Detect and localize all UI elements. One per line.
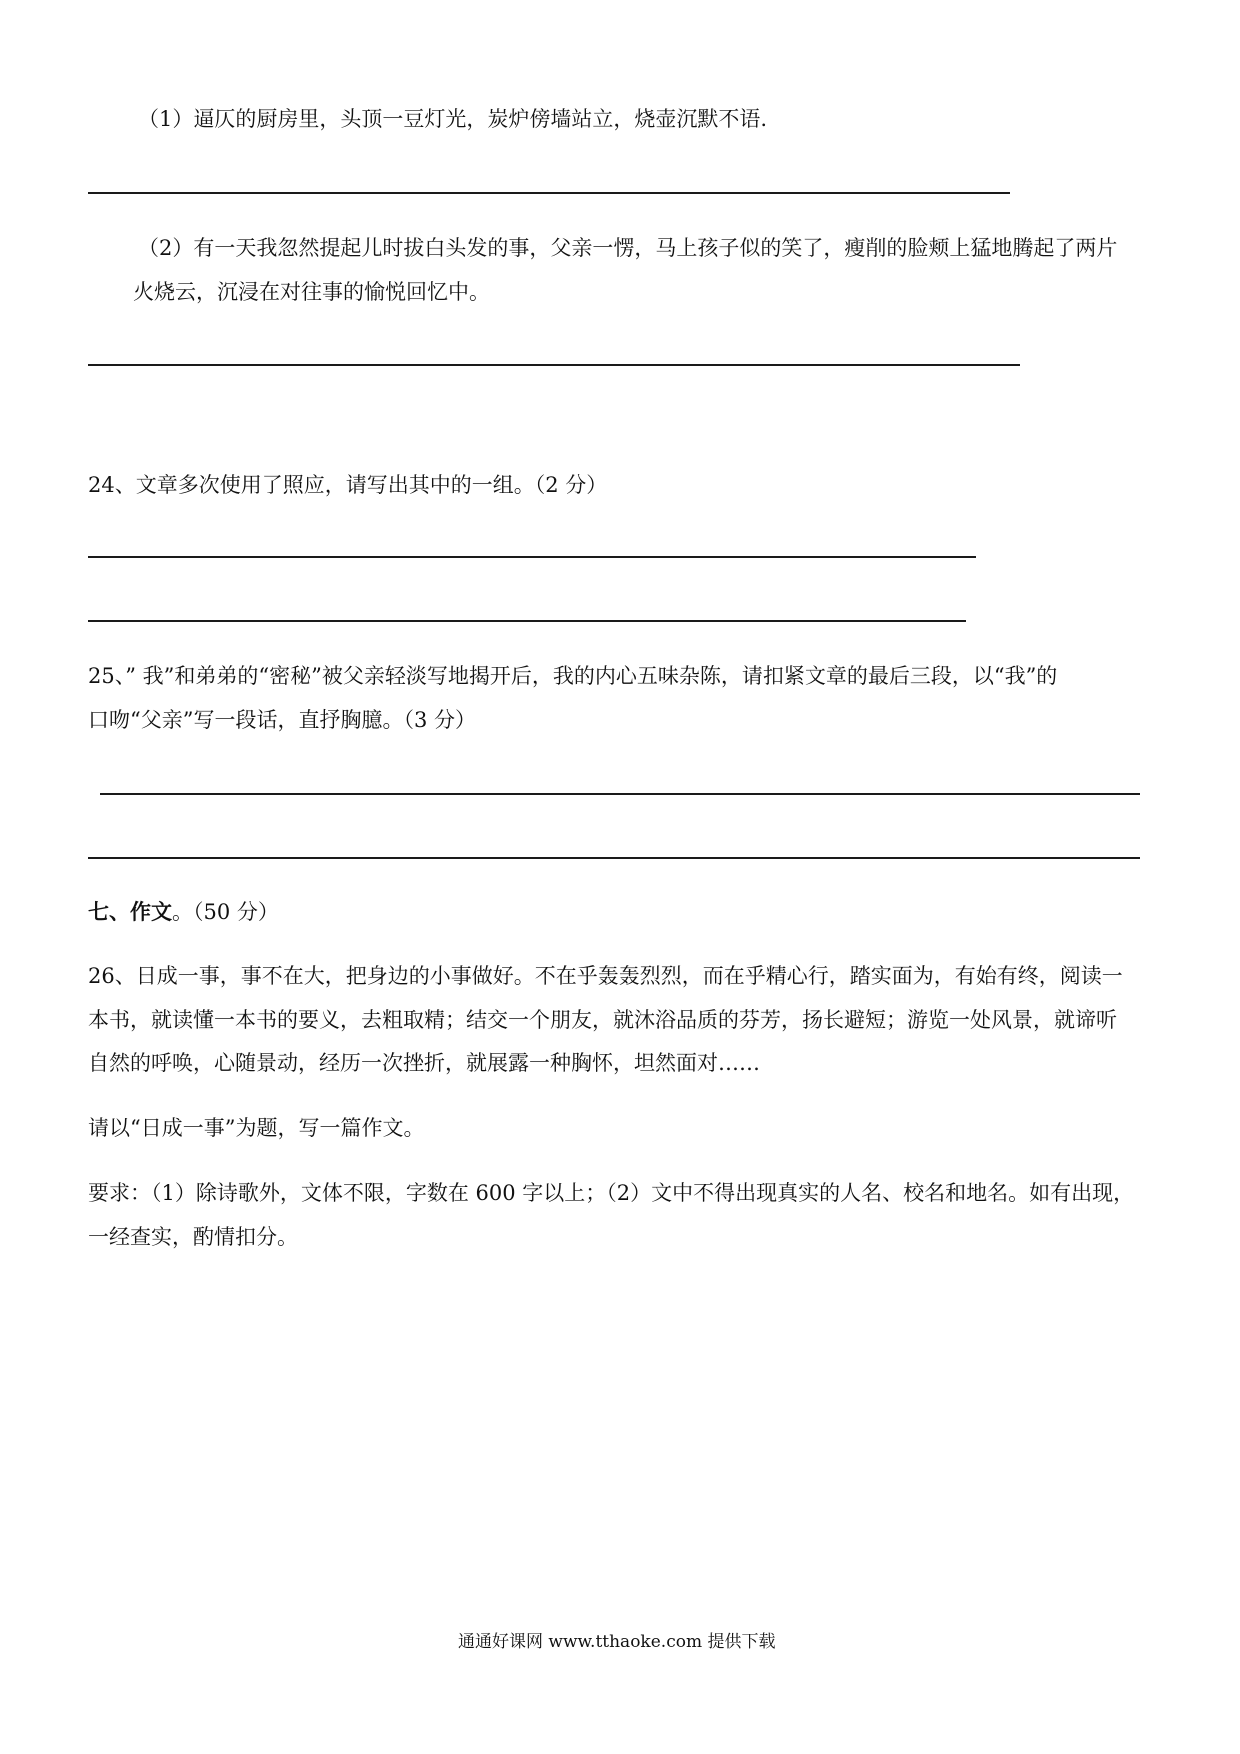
answer-line[interactable] [88,364,1020,366]
section-7-heading [88,899,279,925]
answer-line[interactable] [88,857,1140,859]
answer-line[interactable] [88,556,976,558]
q23-item-2-line-1: （2）有一天我忽然提起儿时拔白头发的事，父亲一愣，马上孩子似的笑了，瘦削的脸颊上猛地腾起了两片 [138,236,1118,260]
answer-line[interactable] [100,793,1140,795]
q25-line-1: 25、” 我”和弟弟的“密秘”被父亲轻淡写地揭开后，我的内心五味杂陈，请扣紧文章的最后三段，以“我”的 [88,664,1058,688]
q23-item-1: （1）逼仄的厨房里，头顶一豆灯光，炭炉傍墙站立，烧壶沉默不语. [138,107,768,131]
answer-line[interactable] [88,192,1010,194]
q26-line-2: 本书，就读懂一本书的要义，去粗取精；结交一个朋友，就沐浴品质的芬芳，扬长避短；游览一处风景，就谛听 [88,1008,1117,1032]
q26-line-3: 自然的呼唤，心随景动，经历一次挫折，就展露一种胸怀，坦然面对…… [88,1051,760,1075]
q26-requirements-line-1: 要求：（1）除诗歌外，文体不限，字数在 600 字以上；（2）文中不得出现真实的人名、校名和地名。如有出现， [88,1181,1135,1205]
section-title: 七、作文 [88,899,172,924]
section-score: 。（50 分） [172,900,279,924]
q25-line-2: 口吻“父亲”写一段话，直抒胸臆。（3 分） [88,708,477,732]
q24-text: 24、文章多次使用了照应，请写出其中的一组。（2 分） [88,473,608,497]
q26-line-1: 26、日成一事，事不在大，把身边的小事做好。不在乎轰轰烈烈，而在乎精心行，踏实面为，有始有终，阅读一 [88,964,1123,988]
q26-requirements-line-2: 一经查实，酌情扣分。 [88,1225,298,1249]
q23-item-2-line-2: 火烧云，沉浸在对往事的愉悦回忆中。 [133,280,490,304]
page-footer: 通通好课网 www.tthaoke.com 提供下载 [458,1632,776,1652]
answer-line[interactable] [88,620,966,622]
q26-prompt: 请以“日成一事”为题，写一篇作文。 [88,1116,425,1140]
